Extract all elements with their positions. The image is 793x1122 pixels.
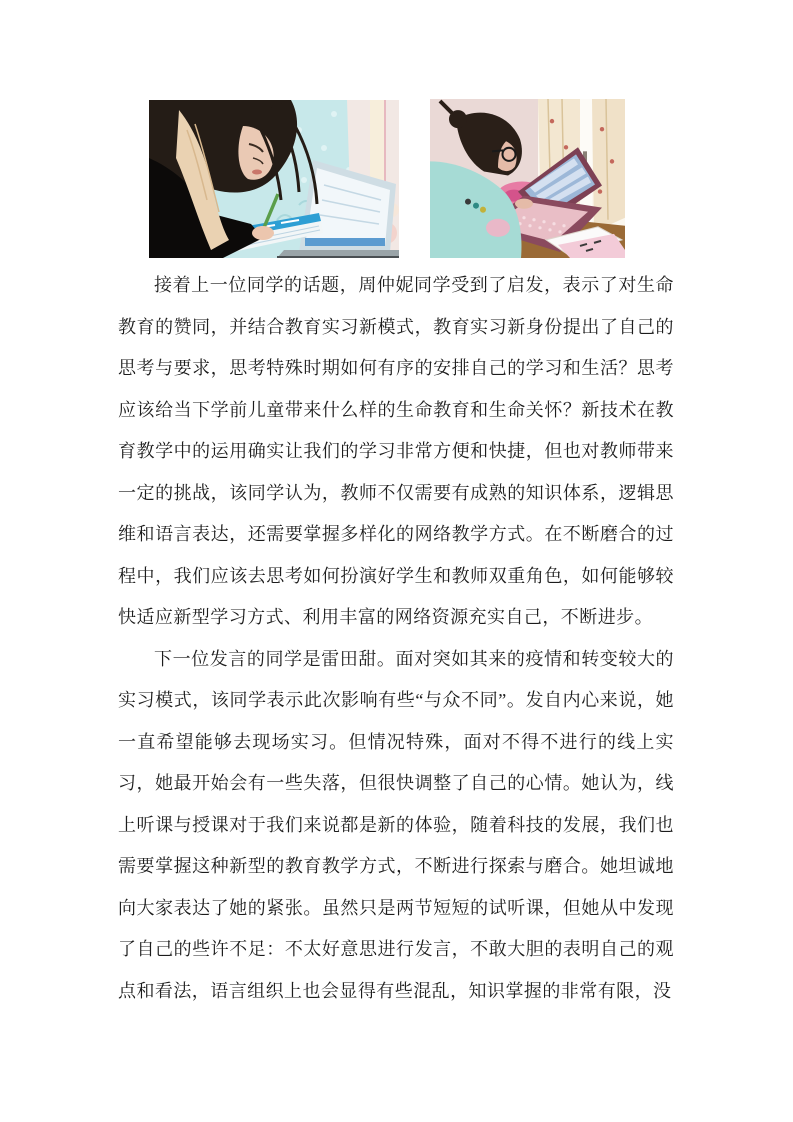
- photo-student-writing-illustration: [149, 100, 399, 258]
- photo-student-writing: [149, 100, 399, 258]
- photo-student-online-class-illustration: [430, 99, 625, 258]
- paragraph-2: 下一位发言的同学是雷田甜。面对突如其来的疫情和转变较大的实习模式，该同学表示此次影响有些“与众不同”。发自内心来说，她一直希望能够去现场实习。但情况特殊，面对不得不进行的线上实习，她最开始会有一些失落，但很快调整了自己的心情。她认为，线上听课与授课对于我们来说都是新的体验，随着科技的发展，我们也需要掌握这种新型的教育教学方式，不断进行探索与磨合。她坦诚地向大家表达了她的紧张。虽然只是两节短短的试听课，但她从中发现了自己的些许不足：不太好意思进行发言，不敢大胆的表明自己的观点和看法，语言组织上也会显得有些混乱，知识掌握的非常有限，没: [118, 648, 674, 1001]
- paragraph-1: 接着上一位同学的话题，周仲妮同学受到了启发，表示了对生命教育的赞同，并结合教育实习新模式，教育实习新身份提出了自己的思考与要求，思考特殊时期如何有序的安排自己的学习和生活？思考应该给当下学前儿童带来什么样的生命教育和生命关怀？新技术在教育教学中的运用确实让我们的学习非常方便和快捷，但也对教师带来一定的挑战，该同学认为，教师不仅需要有成熟的知识体系，逻辑思维和语言表达，还需要掌握多样化的网络教学方式。在不断磨合的过程中，我们应该去思考如何扮演好学生和教师双重角色，如何能够较快适应新型学习方式、利用丰富的网络资源充实自己，不断进步。: [118, 275, 674, 627]
- photo-row: [0, 0, 793, 260]
- photo-student-online-class: [430, 99, 625, 258]
- document-body: [118, 265, 674, 1012]
